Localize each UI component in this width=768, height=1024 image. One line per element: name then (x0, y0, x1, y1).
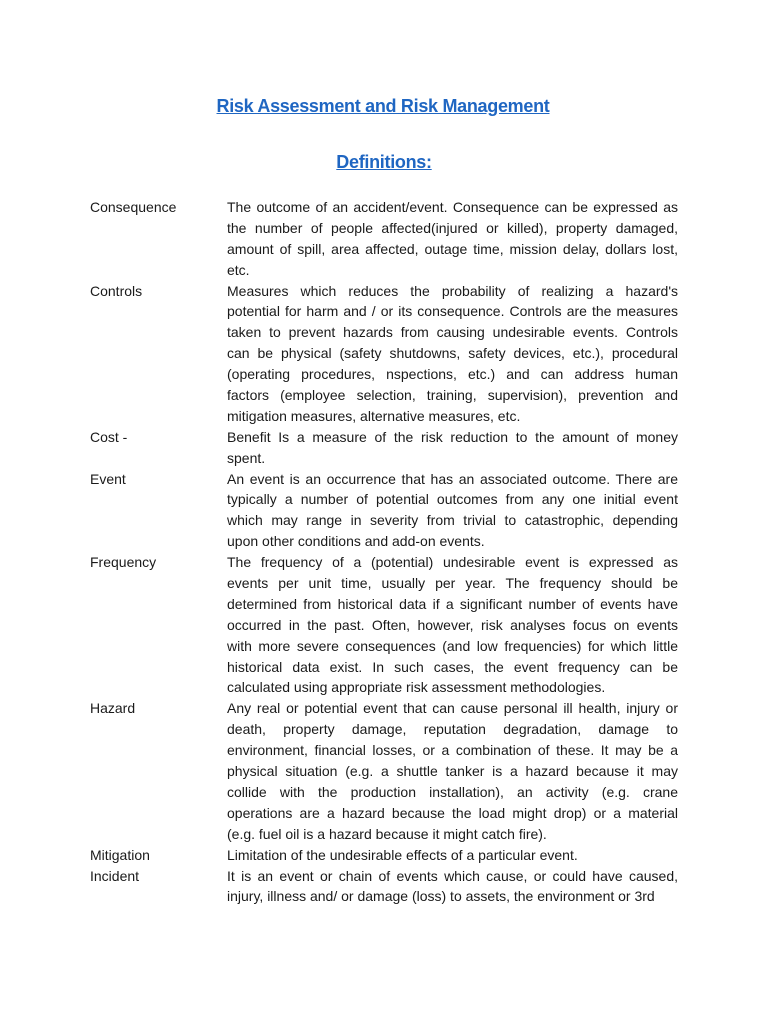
definition-term: Controls (90, 282, 143, 299)
definition-line: historical data exist. In such cases, the event frequency can be (227, 658, 678, 675)
definition-line: upon other conditions and add-on events. (227, 533, 485, 550)
definition-line: which may range in severity from trivial to catastrophic, depending (227, 512, 678, 529)
definition-line: The frequency of a (potential) undesirable event is expressed as (227, 554, 678, 571)
definition-line: death, property damage, reputation degradation, damage to (227, 721, 678, 738)
definition-line: collide with the production installation), an activity (e.g. crane (227, 783, 678, 800)
definition-text (227, 866, 678, 908)
definition-line: The outcome of an accident/event. Consequence can be expressed as (227, 199, 678, 215)
definition-line: Limitation of the undesirable effects of a particular event. (227, 846, 578, 863)
definition-line: with more severe consequences (and low frequencies) for which little (227, 637, 678, 654)
definition-row (90, 698, 680, 844)
definition-line: typically a number of potential outcomes from any one initial event (227, 491, 678, 508)
definition-line: amount of spill, area affected, outage time, mission delay, dollars lost, (227, 240, 678, 257)
definition-line: events per unit time, usually per year. The frequency should be (227, 575, 678, 592)
definition-text (227, 845, 678, 866)
definition-row (90, 281, 680, 427)
definition-text (227, 197, 678, 281)
definition-line: can be physical (safety shutdowns, safety devices, etc.), procedural (227, 345, 678, 362)
definition-line: operations are a hazard because the load might drop) or a material (227, 804, 678, 821)
definition-term: Event (90, 470, 126, 487)
definition-line: taken to prevent hazards from causing undesirable events. Controls (227, 324, 678, 341)
definition-row (90, 552, 680, 698)
definition-line: (e.g. fuel oil is a hazard because it might catch fire). (227, 825, 547, 842)
definition-line: Any real or potential event that can cause personal ill health, injury or (227, 700, 678, 717)
definition-term: Mitigation (90, 846, 150, 863)
definition-line: physical situation (e.g. a shuttle tanker is a hazard because it may (227, 763, 678, 780)
definition-term: Cost - (90, 428, 128, 445)
definition-line: potential for harm and / or its consequence. Controls are the measures (227, 303, 678, 320)
definition-text (227, 281, 678, 427)
definition-term: Frequency (90, 554, 157, 571)
definition-line: determined from historical data if a significant number of events have (227, 595, 678, 612)
definition-line: occurred in the past. Often, however, risk analyses focus on events (227, 616, 678, 633)
definition-term: Incident (90, 867, 140, 884)
definition-line: (operating procedures, nspections, etc.) and can address human (227, 366, 678, 383)
definition-line: It is an event or chain of events which cause, or could have caused, (227, 867, 678, 884)
definition-line: etc. (227, 261, 250, 278)
definition-row (90, 427, 680, 469)
definition-row (90, 845, 680, 866)
definition-line: environment, financial losses, or a combination of these. It may be a (227, 742, 678, 759)
definition-text (227, 698, 678, 844)
document-title: Risk Assessment and Risk Management (216, 96, 550, 116)
definition-row (90, 469, 680, 553)
definitions-heading: Definitions: (336, 152, 432, 172)
definition-line: An event is an occurrence that has an associated outcome. There are (227, 470, 678, 487)
definition-text (227, 552, 678, 698)
definition-line: injury, illness and/ or damage (loss) to assets, the environment or 3rd (227, 888, 655, 905)
definition-term: Hazard (90, 700, 136, 717)
definition-line: Benefit Is a measure of the risk reduction to the amount of money (227, 428, 678, 445)
definition-row (90, 866, 680, 908)
definition-text (227, 469, 678, 553)
definition-row (90, 197, 680, 281)
definition-line: mitigation measures, alternative measures, etc. (227, 407, 521, 424)
definition-text (227, 427, 678, 469)
definitions-list (90, 197, 680, 907)
definition-line: calculated using appropriate risk assessment methodologies. (227, 679, 606, 696)
definition-line: factors (employee selection, training, supervision), prevention and (227, 387, 678, 404)
definition-line: Measures which reduces the probability of realizing a hazard's (227, 282, 678, 299)
definition-line: the number of people affected(injured or killed), property damaged, (227, 219, 678, 236)
definition-term: Consequence (90, 199, 177, 215)
definition-line: spent. (227, 449, 266, 466)
